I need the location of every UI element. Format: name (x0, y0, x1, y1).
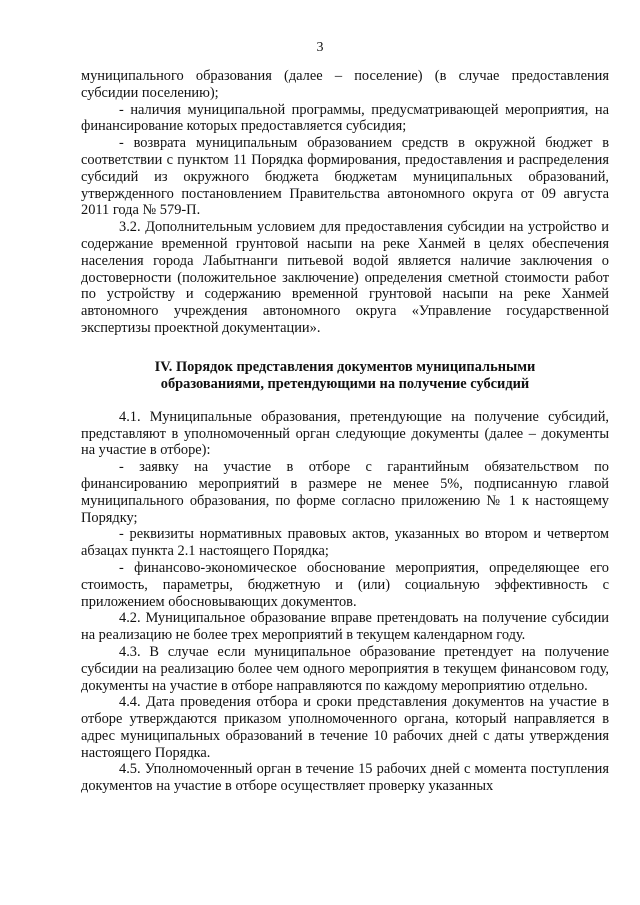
paragraph-4-2: 4.2. Муниципальное образование вправе претендовать на получение субсидии на реализацию не более трех мероприятий в текущем календарном году. (81, 610, 609, 644)
section-heading (81, 359, 609, 393)
paragraph-justification-item: - финансово-экономическое обоснование мероприятия, определяющее его стоимость, параметры, бюджетную и (или) социальную эффективность с приложением обосновывающих документов. (81, 559, 609, 610)
page-number: 3 (316, 40, 324, 55)
paragraph-4-4: 4.4. Дата проведения отбора и сроки представления документов на участие в отборе утверждаются приказом уполномоченного органа, который направляется в адрес муниципальных образований в течение 10 рабочих дней с даты утверждения настоящего Порядка. (81, 694, 609, 761)
paragraph-4-3: 4.3. В случае если муниципальное образование претендует на получение субсидии на реализацию более чем одного мероприятия в текущем финансовом году, документы на участие в отборе направляются по каждому мероприятию отдельно. (81, 643, 609, 694)
paragraph-condition-program: - наличия муниципальной программы, предусматривающей мероприятия, на финансирование которых предоставляется субсидия; (81, 101, 609, 135)
paragraph-4-5: 4.5. Уполномоченный орган в течение 15 рабочих дней с момента поступления документов на участие в отборе осуществляет проверку указанных (81, 761, 609, 795)
section-heading-line-1: IV. Порядок представления документов муниципальными (154, 358, 536, 375)
paragraph-application-item: - заявку на участие в отборе с гарантийным обязательством по финансированию мероприятий в размере не менее 5%, подписанную главой муниципального образования, по форме согласно приложению № 1 к настоящему Порядку; (81, 459, 609, 526)
paragraph-4-1: 4.1. Муниципальные образования, претендующие на получение субсидий, представляют в уполномоченный орган следующие документы (далее – документы на участие в отборе): (81, 408, 609, 459)
paragraph-3-2: 3.2. Дополнительным условием для предоставления субсидии на устройство и содержание временной грунтовой насыпи на реке Ханмей в целях обеспечения населения города Лабытнанги питьевой водой является наличие заключения о достоверности (положительное заключение) определения сметной стоимости работ по устройству и содержанию временной грунтовой насыпи на реке Ханмей автономного учреждения автономного округа «Управление государственной экспертизы проектной документации». (81, 219, 609, 336)
paragraph-requisites-item: - реквизиты нормативных правовых актов, указанных во втором и четвертом абзацах пункта 2.1 настоящего Порядка; (81, 526, 609, 560)
paragraph-condition-refund: - возврата муниципальным образованием средств в окружной бюджет в соответствии с пунктом 11 Порядка формирования, предоставления и распределения субсидий из окружного бюджета бюджетам муниципальных образований, утвержденного постановлением Правительства автономного округа от 09 августа 2011 года № 579-П. (81, 135, 609, 219)
document-body (81, 68, 609, 795)
paragraph-continuation: муниципального образования (далее – поселение) (в случае предоставления субсидии поселению); (81, 68, 609, 101)
section-heading-line-2: образованиями, претендующими на получение субсидий (160, 375, 530, 392)
